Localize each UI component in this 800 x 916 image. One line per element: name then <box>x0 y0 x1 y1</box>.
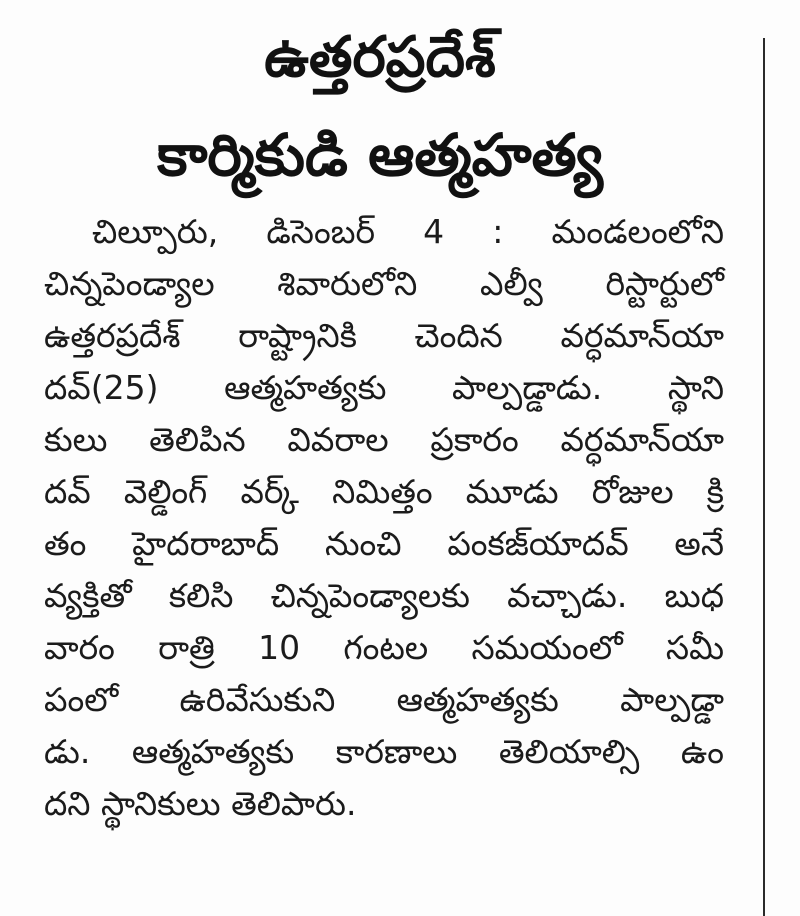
body-line: చిల్పూరు, డిసెంబర్ 4 : మండలంలోని <box>92 212 724 251</box>
body-line: వారం రాత్రి 10 గంటల సమయంలో సమీ <box>44 628 724 667</box>
headline-line-2: కార్మికుడి ఆత్మహత్య <box>157 121 603 189</box>
body-line: ఉత్తరప్రదేశ్ రాష్ట్రానికి చెందిన వర్ధమాన్‌యా <box>44 316 724 355</box>
body-line: చిన్నపెండ్యాల శివారులోని ఎల్వీ రిస్టార్టులో <box>44 264 724 303</box>
body-line: పంలో ఉరివేసుకుని ఆత్మహత్యకు పాల్పడ్డా <box>44 680 724 719</box>
body-line: దని స్థానికులు తెలిపారు. <box>44 784 357 823</box>
body-line: డు. ఆత్మహత్యకు కారణాలు తెలియాల్సి ఉం <box>44 732 724 771</box>
body-line: కులు తెలిపిన వివరాల ప్రకారం వర్ధమాన్‌యా <box>44 420 724 459</box>
body-line: దవ్ వెల్డింగ్ వర్క్ నిమిత్తం మూడు రోజుల క్రి <box>44 472 724 511</box>
body-line: వ్యక్తితో కలిసి చిన్నపెండ్యాలకు వచ్చాడు. బుధ <box>44 576 724 615</box>
article-body <box>44 206 724 830</box>
column-divider <box>763 38 765 916</box>
headline-line-1: ఉత్తరప్రదేశ్ <box>264 25 496 90</box>
body-line: దవ్(25) ఆత్మహత్యకు పాల్పడ్డాడు. స్థాని <box>44 368 724 407</box>
body-line: తం హైదరాబాద్ నుంచి పంకజ్‌యాదవ్ అనే <box>44 524 724 563</box>
